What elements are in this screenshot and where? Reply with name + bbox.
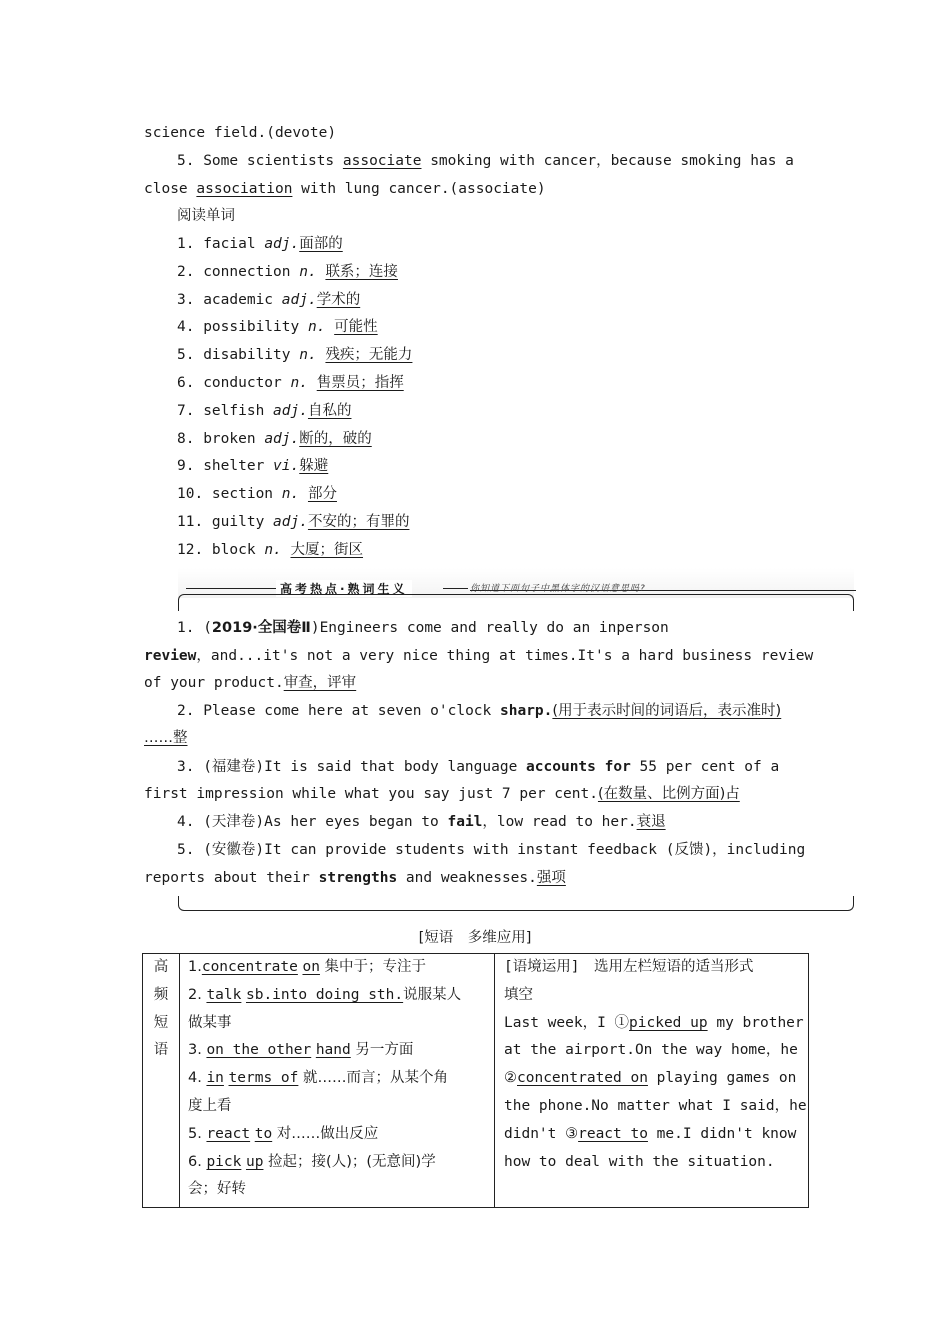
vocab-word: broken (203, 430, 265, 447)
context-line: [语境运用] 选用左栏短语的适当形式 (504, 959, 754, 975)
part-of-speech: adj. (273, 402, 308, 419)
phrase-line: 度上看 (188, 1097, 232, 1114)
vocab-item: 1. facial adj.面部的 (177, 236, 343, 252)
part-of-speech: adj. (281, 291, 317, 308)
vocab-meaning: 部分 (307, 486, 337, 503)
vocab-meaning: 残疾；无能力 (325, 347, 413, 364)
side-label-char: 频 (153, 986, 169, 1003)
vocab-meaning: 不安的；有罪的 (307, 514, 410, 530)
side-label-char: 语 (153, 1042, 169, 1059)
phrase-line: 6. pick up 捡起；接(人)；(无意间)学 (188, 1153, 436, 1170)
vocab-meaning: 可能性 (334, 319, 378, 336)
reading-words-heading: 阅读单词 (177, 208, 235, 224)
fill-in-answer: picked up (629, 1014, 708, 1031)
vocab-meaning: 自私的 (307, 402, 352, 419)
part-of-speech: n. (281, 486, 308, 503)
phrase-line: 会；好转 (188, 1181, 246, 1198)
vocab-word: shelter (203, 458, 274, 475)
phrases-section-title: [短语 多维应用] (418, 930, 532, 946)
continued-line: science field.(devote) (144, 125, 337, 141)
sentence-3-line1: 3. (福建卷)It is said that body language accounts for 55 per cent of a (177, 759, 780, 775)
context-line: ②concentrated on playing games on (504, 1070, 797, 1087)
phrase-line: 1.concentrate on 集中于；专注于 (188, 959, 427, 975)
part-of-speech: n. (264, 541, 291, 558)
banner-title: 高考热点·熟词生义 (276, 580, 412, 597)
sentence-2-line2: ……整 (144, 730, 188, 746)
side-label-char: 短 (153, 1014, 169, 1031)
phrase-line: 4. in terms of 就……而言；从某个角 (188, 1070, 448, 1087)
sentence-5-line1: 5. (安徽卷)It can provide students with instant feedback (反馈)，including (177, 842, 806, 858)
vocab-word: section (211, 486, 282, 503)
vocab-meaning: 售票员；指挥 (316, 375, 404, 391)
context-line: 填空 (504, 986, 533, 1003)
vocab-meaning: 联系；连接 (325, 263, 398, 280)
fill-in-answer: concentrated on (517, 1070, 648, 1087)
vocab-word: block (211, 541, 265, 558)
vocab-item: 7. selfish adj.自私的 (177, 402, 352, 419)
context-line: at the airport.On the way home，he (504, 1042, 798, 1059)
phrase-line: 2. talk sb.into doing sth.说服某人 (188, 986, 462, 1003)
part-of-speech: n. (307, 319, 335, 336)
context-line: didn't ③react to me.I didn't know (504, 1125, 797, 1142)
hot-topic-banner (178, 568, 854, 612)
sentence-1-line3: of your product.审查，评审 (144, 675, 357, 691)
part-of-speech: adj. (273, 514, 308, 530)
part-of-speech: adj. (264, 430, 300, 447)
part-of-speech: n. (299, 263, 326, 280)
sentence-2-line1: 2. Please come here at seven o'clock sharp.(用于表示时间的词语后，表示准时) (177, 703, 782, 719)
exercise-5-line2: close association with lung cancer.(associate) (144, 181, 546, 197)
vocab-item: 8. broken adj.断的，破的 (177, 430, 372, 447)
vocab-word: disability (203, 347, 300, 364)
context-line: how to deal with the situation. (504, 1153, 775, 1170)
vocab-word: guilty (211, 514, 274, 530)
vocab-meaning: 学术的 (316, 291, 361, 308)
vocab-item: 11. guilty adj.不安的；有罪的 (177, 514, 410, 530)
fill-in-answer: react to (578, 1125, 648, 1142)
vocab-item: 9. shelter vi.躲避 (177, 458, 329, 475)
exercise-5-line1: 5. Some scientists associate smoking with cancer，because smoking has a (177, 153, 794, 169)
context-line: Last week，I ①picked up my brother (504, 1014, 804, 1031)
part-of-speech: n. (290, 375, 317, 391)
phrase-line: 3. on the other hand 另一方面 (188, 1042, 414, 1059)
vocab-word: possibility (203, 319, 308, 336)
side-label-char: 高 (153, 959, 169, 975)
part-of-speech: adj. (264, 236, 300, 252)
phrase-line: 5. react to 对……做出反应 (188, 1125, 379, 1142)
context-line: the phone.No matter what I said，he (504, 1097, 807, 1114)
answer-association: association (196, 181, 293, 197)
side-label-cell (143, 954, 180, 1208)
vocab-item: 6. conductor n. 售票员；指挥 (177, 375, 404, 391)
banner-subtitle: 你知道下面句子中黑体字的汉语意思吗? (470, 584, 646, 594)
vocab-word: selfish (203, 402, 274, 419)
vocab-word: connection (203, 263, 300, 280)
banner-bottom-bracket (178, 896, 854, 911)
part-of-speech: n. (299, 347, 326, 364)
vocab-meaning: 面部的 (299, 236, 343, 252)
phrase-list-cell (180, 954, 495, 1208)
vocab-item: 3. academic adj.学术的 (177, 291, 361, 308)
sentence-1-line2: review，and...it's not a very nice thing at times.It's a hard business review (144, 648, 814, 664)
phrases-table (142, 953, 809, 1208)
vocab-item: 2. connection n. 联系；连接 (177, 263, 398, 280)
vocab-word: conductor (203, 375, 291, 391)
vocab-meaning: 躲避 (299, 458, 329, 475)
sentence-3-line2: first impression while what you say just 7 per cent.(在数量、比例方面)占 (144, 786, 740, 802)
vocab-word: facial (203, 236, 265, 252)
vocab-meaning: 大厦；街区 (290, 541, 364, 558)
vocab-word: academic (203, 291, 282, 308)
phrase-line: 做某事 (188, 1014, 232, 1031)
vocab-item: 12. block n. 大厦；街区 (177, 541, 364, 558)
sentence-1-line1: 1. (2019·全国卷Ⅱ)Engineers come and really do an inperson (177, 620, 669, 636)
vocab-item: 10. section n. 部分 (177, 486, 337, 503)
vocab-item: 5. disability n. 残疾；无能力 (177, 347, 413, 364)
part-of-speech: vi. (273, 458, 300, 475)
sentence-4: 4. (天津卷)As her eyes began to fail，low read to her.衰退 (177, 814, 666, 830)
sentence-5-line2: reports about their strengths and weaknesses.强项 (144, 870, 566, 886)
context-use-cell (495, 954, 809, 1208)
vocab-item: 4. possibility n. 可能性 (177, 319, 378, 336)
vocab-meaning: 断的，破的 (299, 430, 372, 447)
answer-associate: associate (342, 153, 422, 169)
